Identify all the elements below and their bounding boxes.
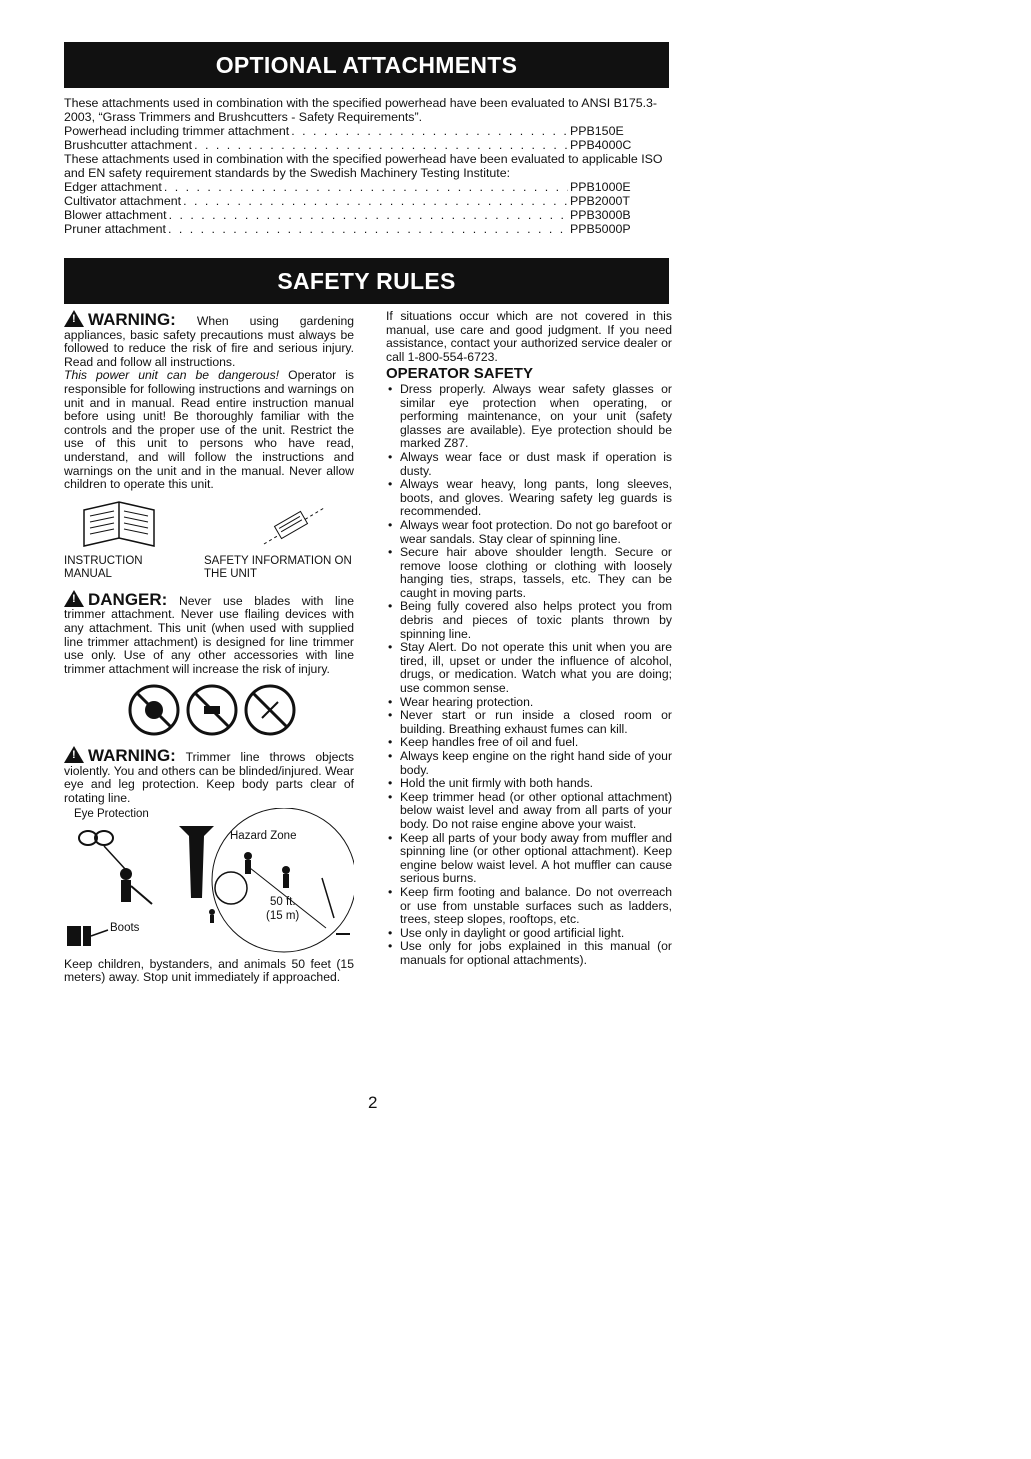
optional-attachments-banner: OPTIONAL ATTACHMENTS: [64, 42, 669, 88]
operator-safety-item: • Use only for jobs explained in this manual (or manuals for optional attachments).: [386, 940, 672, 967]
iso-attachment-list: [64, 180, 672, 236]
goggles-icon: [79, 831, 113, 845]
operator-safety-item: • Always keep engine on the right hand side of your body.: [386, 750, 672, 777]
dot-leader: [183, 194, 568, 208]
attachment-name: Cultivator attachment: [64, 194, 182, 208]
attachment-name: Pruner attachment: [64, 222, 166, 236]
operator-safety-item: • Secure hair above shoulder length. Secure or remove loose clothing or clothing with loosely hanging ties, straps, tassels, etc. They can be caught in moving parts.: [386, 546, 672, 600]
operator-safety-item: • Wear hearing protection.: [386, 696, 672, 710]
operator-safety-item: • Hold the unit firmly with both hands.: [386, 777, 672, 791]
operator-safety-item: • Always wear heavy, long pants, long sleeves, boots, and gloves. Wearing safety leg guards is recommended.: [386, 478, 672, 519]
manual-icons-row: [64, 500, 354, 582]
label-tag-icon: [204, 500, 344, 552]
operator-safety-item: • Being fully covered also helps protect you from debris and pieces of toxic plants thrown by spinning line.: [386, 600, 672, 641]
operator-safety-item: • Keep all parts of your body away from muffler and spinning line (or other optional attachment). Keep engine below waist level. A hot muffler can cause serious burns.: [386, 832, 672, 886]
operator-safety-item: • Keep firm footing and balance. Do not overreach or use from unstable surfaces such as ladders, trees, steep slopes, rooftops, etc.: [386, 886, 672, 927]
warning-text: When using gardening appliances, basic safety precautions must always be followed to reduce the risk of fire and serious injury. Read and follow all instructions.: [64, 314, 354, 369]
operator-safety-item: • Keep handles free of oil and fuel.: [386, 736, 672, 750]
attachment-row: [64, 194, 672, 208]
warning-triangle-icon: [64, 746, 84, 763]
operator-safety-item: • Use only in daylight or good artificial light.: [386, 927, 672, 941]
caption-safety-information: SAFETY INFORMATION ON THE UNIT: [204, 555, 352, 581]
caption-instruction-manual: INSTRUCTION MANUAL: [64, 555, 143, 581]
distance-ft-label: 50 ft.: [270, 895, 296, 908]
ansi-attachment-list: [64, 124, 672, 152]
attachment-name: Brushcutter attachment: [64, 138, 193, 152]
attachment-code: PPB1000E: [570, 180, 631, 194]
situations-text: If situations occur which are not covered in this manual, use care and good judgment. If you need assistance, contact your authorized service dealer or call 1-800-554-6723.: [386, 309, 672, 364]
right-column: [386, 310, 672, 968]
operator-safety-item: • Dress properly. Always wear safety glasses or similar eye protection when operating, or performing maintenance, on your unit (safety glasses are available). Eye protection should be marked Z87.: [386, 383, 672, 451]
dot-leader: [164, 180, 568, 194]
dangerous-paragraph: [64, 369, 354, 491]
safety-rules-banner: SAFETY RULES: [64, 258, 669, 304]
operator-safety-item: • Always wear foot protection. Do not go barefoot or wear sandals. Stay clear of spinning line.: [386, 519, 672, 546]
attachment-row: [64, 124, 672, 138]
optional-attachments-section: [64, 96, 672, 236]
operator-safety-item: • Always wear face or dust mask if operation is dusty.: [386, 451, 672, 478]
boots-icon: [67, 926, 81, 946]
book-icon: [64, 500, 174, 552]
eye-protection-label: Eye Protection: [74, 807, 149, 820]
danger-triangle-icon: [64, 590, 84, 607]
boots-label: Boots: [110, 921, 140, 934]
attachment-code: PPB2000T: [570, 194, 630, 208]
danger-heading: DANGER:: [88, 589, 168, 609]
dangerous-text: Operator is responsible for following instructions and warnings on unit and in manual. Read entire instruction manual before using unit! Be thoroughly familiar with the controls and the proper use of the unit. Restrict the use of this unit to persons who have read, understand, and will follow the instructions and warnings on the unit and in the manual. Never allow children to operate this unit.: [64, 368, 354, 492]
dot-leader: [194, 138, 568, 152]
safety-info-figure: [204, 500, 354, 582]
operator-safety-heading: OPERATOR SAFETY: [386, 365, 533, 383]
attachment-row: [64, 138, 672, 152]
dot-leader: [168, 222, 568, 236]
intro-iso: These attachments used in combination with the specified powerhead have been evaluated to applicable ISO and EN safety requirement standards by the Swedish Machinery Testing Institute:: [64, 152, 663, 180]
warning-triangle-icon: [64, 310, 84, 327]
warning-block-2: [64, 746, 354, 805]
operator-safety-item: • Stay Alert. Do not operate this unit when you are tired, ill, upset or under the influence of alcohol, drugs, or medication. Watch what you are doing; use common sense.: [386, 641, 672, 695]
distance-m-label: (15 m): [266, 909, 300, 922]
page-number: 2: [368, 1093, 378, 1112]
attachment-name: Edger attachment: [64, 180, 162, 194]
hazard-zone-diagram: [64, 808, 354, 956]
warning-heading: WARNING:: [88, 310, 176, 329]
dangerous-italic: This power unit can be dangerous!: [64, 368, 280, 383]
attachment-code: PPB5000P: [570, 222, 631, 236]
attachment-name: Powerhead including trimmer attachment: [64, 124, 290, 138]
instruction-manual-figure: [64, 500, 184, 582]
danger-block: [64, 590, 354, 677]
danger-text: Never use blades with line trimmer attachment. Never use flailing devices with any attachment. This unit (when used with supplied line trimmer attachment) is designed for line trimmer use only. Use of any other accessories with line trimmer attachment will increase the risk of injury.: [64, 593, 355, 676]
left-column: [64, 310, 354, 985]
keep-children-text: Keep children, bystanders, and animals 50 feet (15 meters) away. Stop unit immediately if approached.: [64, 956, 354, 985]
operator-safety-item: • Keep trimmer head (or other optional attachment) below waist level and away from all parts of your body. Do not raise engine above your waist.: [386, 791, 672, 832]
attachment-code: PPB4000C: [570, 138, 632, 152]
attachment-row: [64, 208, 672, 222]
no-blades-icons: [64, 680, 354, 742]
hazard-zone-illustration: [64, 808, 354, 956]
intro-ansi: These attachments used in combination with the specified powerhead have been evaluated to ANSI B175.3-2003, “Grass Trimmers and Brushcutters - Safety Requirements”.: [64, 96, 658, 124]
dot-leader: [169, 208, 568, 222]
attachment-row: [64, 222, 672, 236]
attachment-code: PPB150E: [570, 124, 624, 138]
operator-safety-list: [386, 383, 672, 968]
dot-leader: [291, 124, 568, 138]
attachment-code: PPB3000B: [570, 208, 631, 222]
attachment-row: [64, 180, 672, 194]
operator-safety-item: • Never start or run inside a closed room or building. Breathing exhaust fumes can kill.: [386, 709, 672, 736]
attachment-name: Blower attachment: [64, 208, 167, 222]
warning-block-1: [64, 310, 354, 369]
warning-heading: WARNING:: [88, 746, 176, 766]
warning-text: Trimmer line throws objects violently. You and others can be blinded/injured. Wear eye and leg protection. Keep body parts clear of rotating line.: [64, 750, 354, 806]
prohibited-blades-icon: [64, 680, 354, 742]
hazard-zone-label: Hazard Zone: [230, 829, 297, 842]
